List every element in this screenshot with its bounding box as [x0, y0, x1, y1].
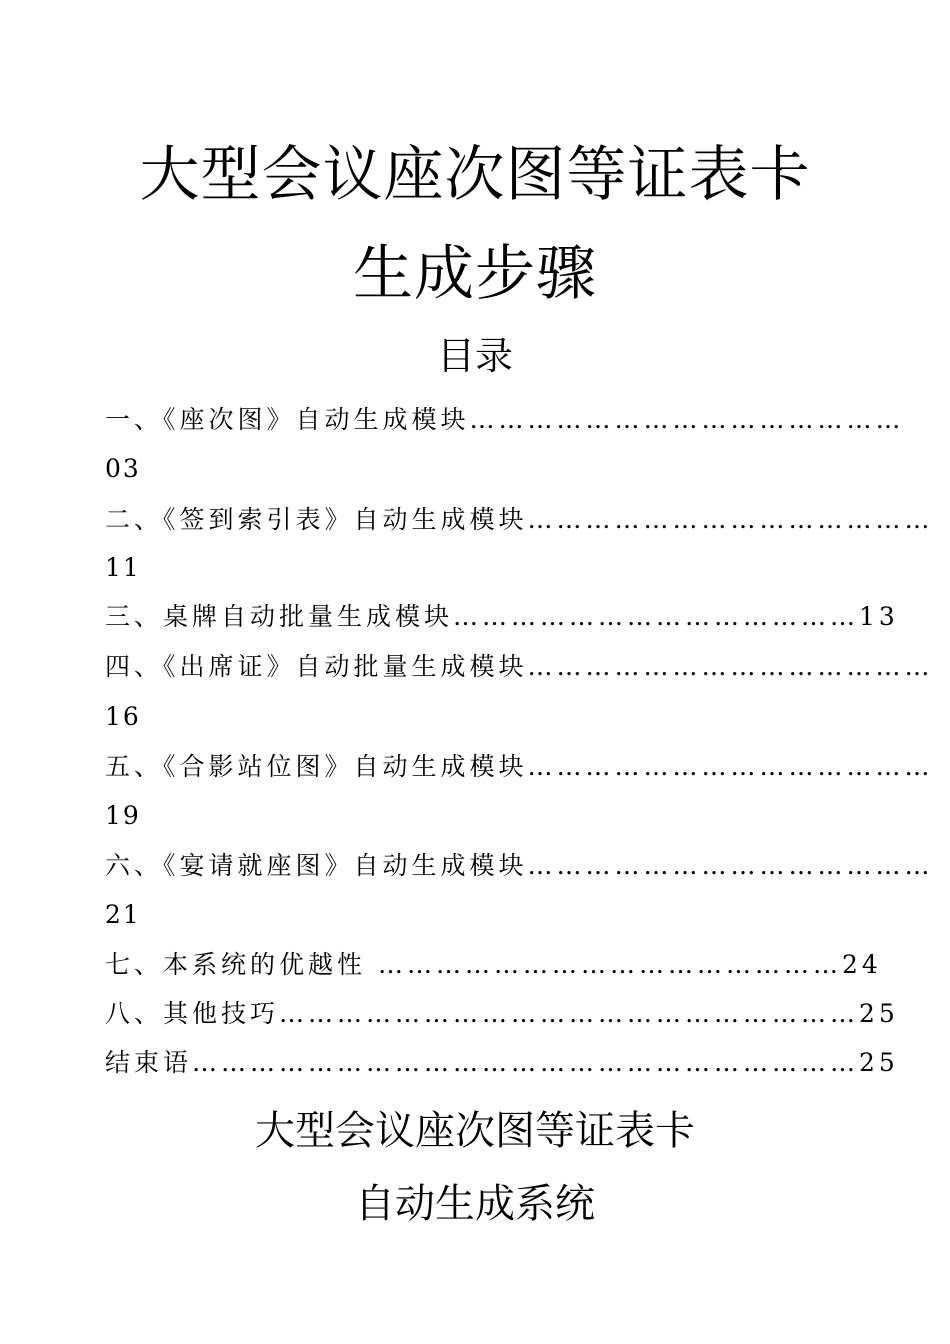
toc-entry-label: 三、桌牌自动批量生成模块 [105, 602, 454, 631]
toc-entry-label: 一、《座次图》自动生成模块 [105, 405, 470, 434]
toc-heading: 目录 [436, 334, 513, 378]
toc-entry-leader: …………………………………………………… [279, 999, 860, 1028]
toc-entry-2[interactable] [105, 503, 934, 537]
toc-entry-page: 16 [105, 702, 141, 731]
toc-entry-page: 21 [105, 900, 141, 929]
toc-entry-page: 25 [859, 1048, 899, 1077]
toc-entry-label: 四、《出席证》自动批量生成模块 [105, 652, 528, 681]
toc-entry-4[interactable] [105, 650, 934, 684]
document-title-line2: 生成步骤 [353, 239, 597, 309]
toc-entry-9[interactable] [105, 1046, 899, 1080]
toc-entry-label: 五、《合影站位图》自动生成模块 [105, 752, 528, 781]
toc-entry-page: 19 [105, 801, 141, 830]
toc-entry-label: 七、本系统的优越性 [105, 950, 378, 979]
toc-entry-leader: ……………………………………… [469, 405, 905, 434]
toc-entry-8[interactable] [105, 997, 899, 1031]
section-title-line2: 自动生成系统 [355, 1181, 595, 1227]
toc-entry-6[interactable] [105, 849, 934, 883]
toc-entry-page: 13 [859, 602, 899, 631]
toc-entry-5[interactable] [105, 750, 934, 784]
toc-entry-leader: …………………………………… [453, 602, 860, 631]
toc-entry-leader: …………………………………… [527, 505, 934, 534]
toc-entry-label: 二、《签到索引表》自动生成模块 [105, 505, 528, 534]
toc-entry-3[interactable] [105, 600, 899, 634]
toc-entry-page: 11 [105, 553, 141, 582]
toc-entry-7[interactable] [105, 948, 882, 982]
toc-entry-label: 六、《宴请就座图》自动生成模块 [105, 851, 528, 880]
document-title-line1: 大型会议座次图等证表卡 [139, 140, 811, 210]
toc-entry-label: 结束语 [105, 1048, 193, 1077]
toc-entry-leader: …………………………………… [527, 752, 934, 781]
toc-entry-leader: …………………………………… [527, 652, 934, 681]
toc-entry-1[interactable] [105, 403, 905, 437]
toc-entry-leader: ………………………………………… [377, 950, 842, 979]
toc-entry-page: 24 [841, 950, 882, 979]
toc-entry-label: 八、其他技巧 [105, 999, 280, 1028]
toc-entry-page: 25 [859, 999, 899, 1028]
section-title-line1: 大型会议座次图等证表卡 [255, 1108, 695, 1154]
toc-entry-leader: …………………………………… [527, 851, 934, 880]
toc-entry-page: 03 [105, 454, 141, 483]
toc-entry-leader: …………………………………………………………… [192, 1048, 860, 1077]
